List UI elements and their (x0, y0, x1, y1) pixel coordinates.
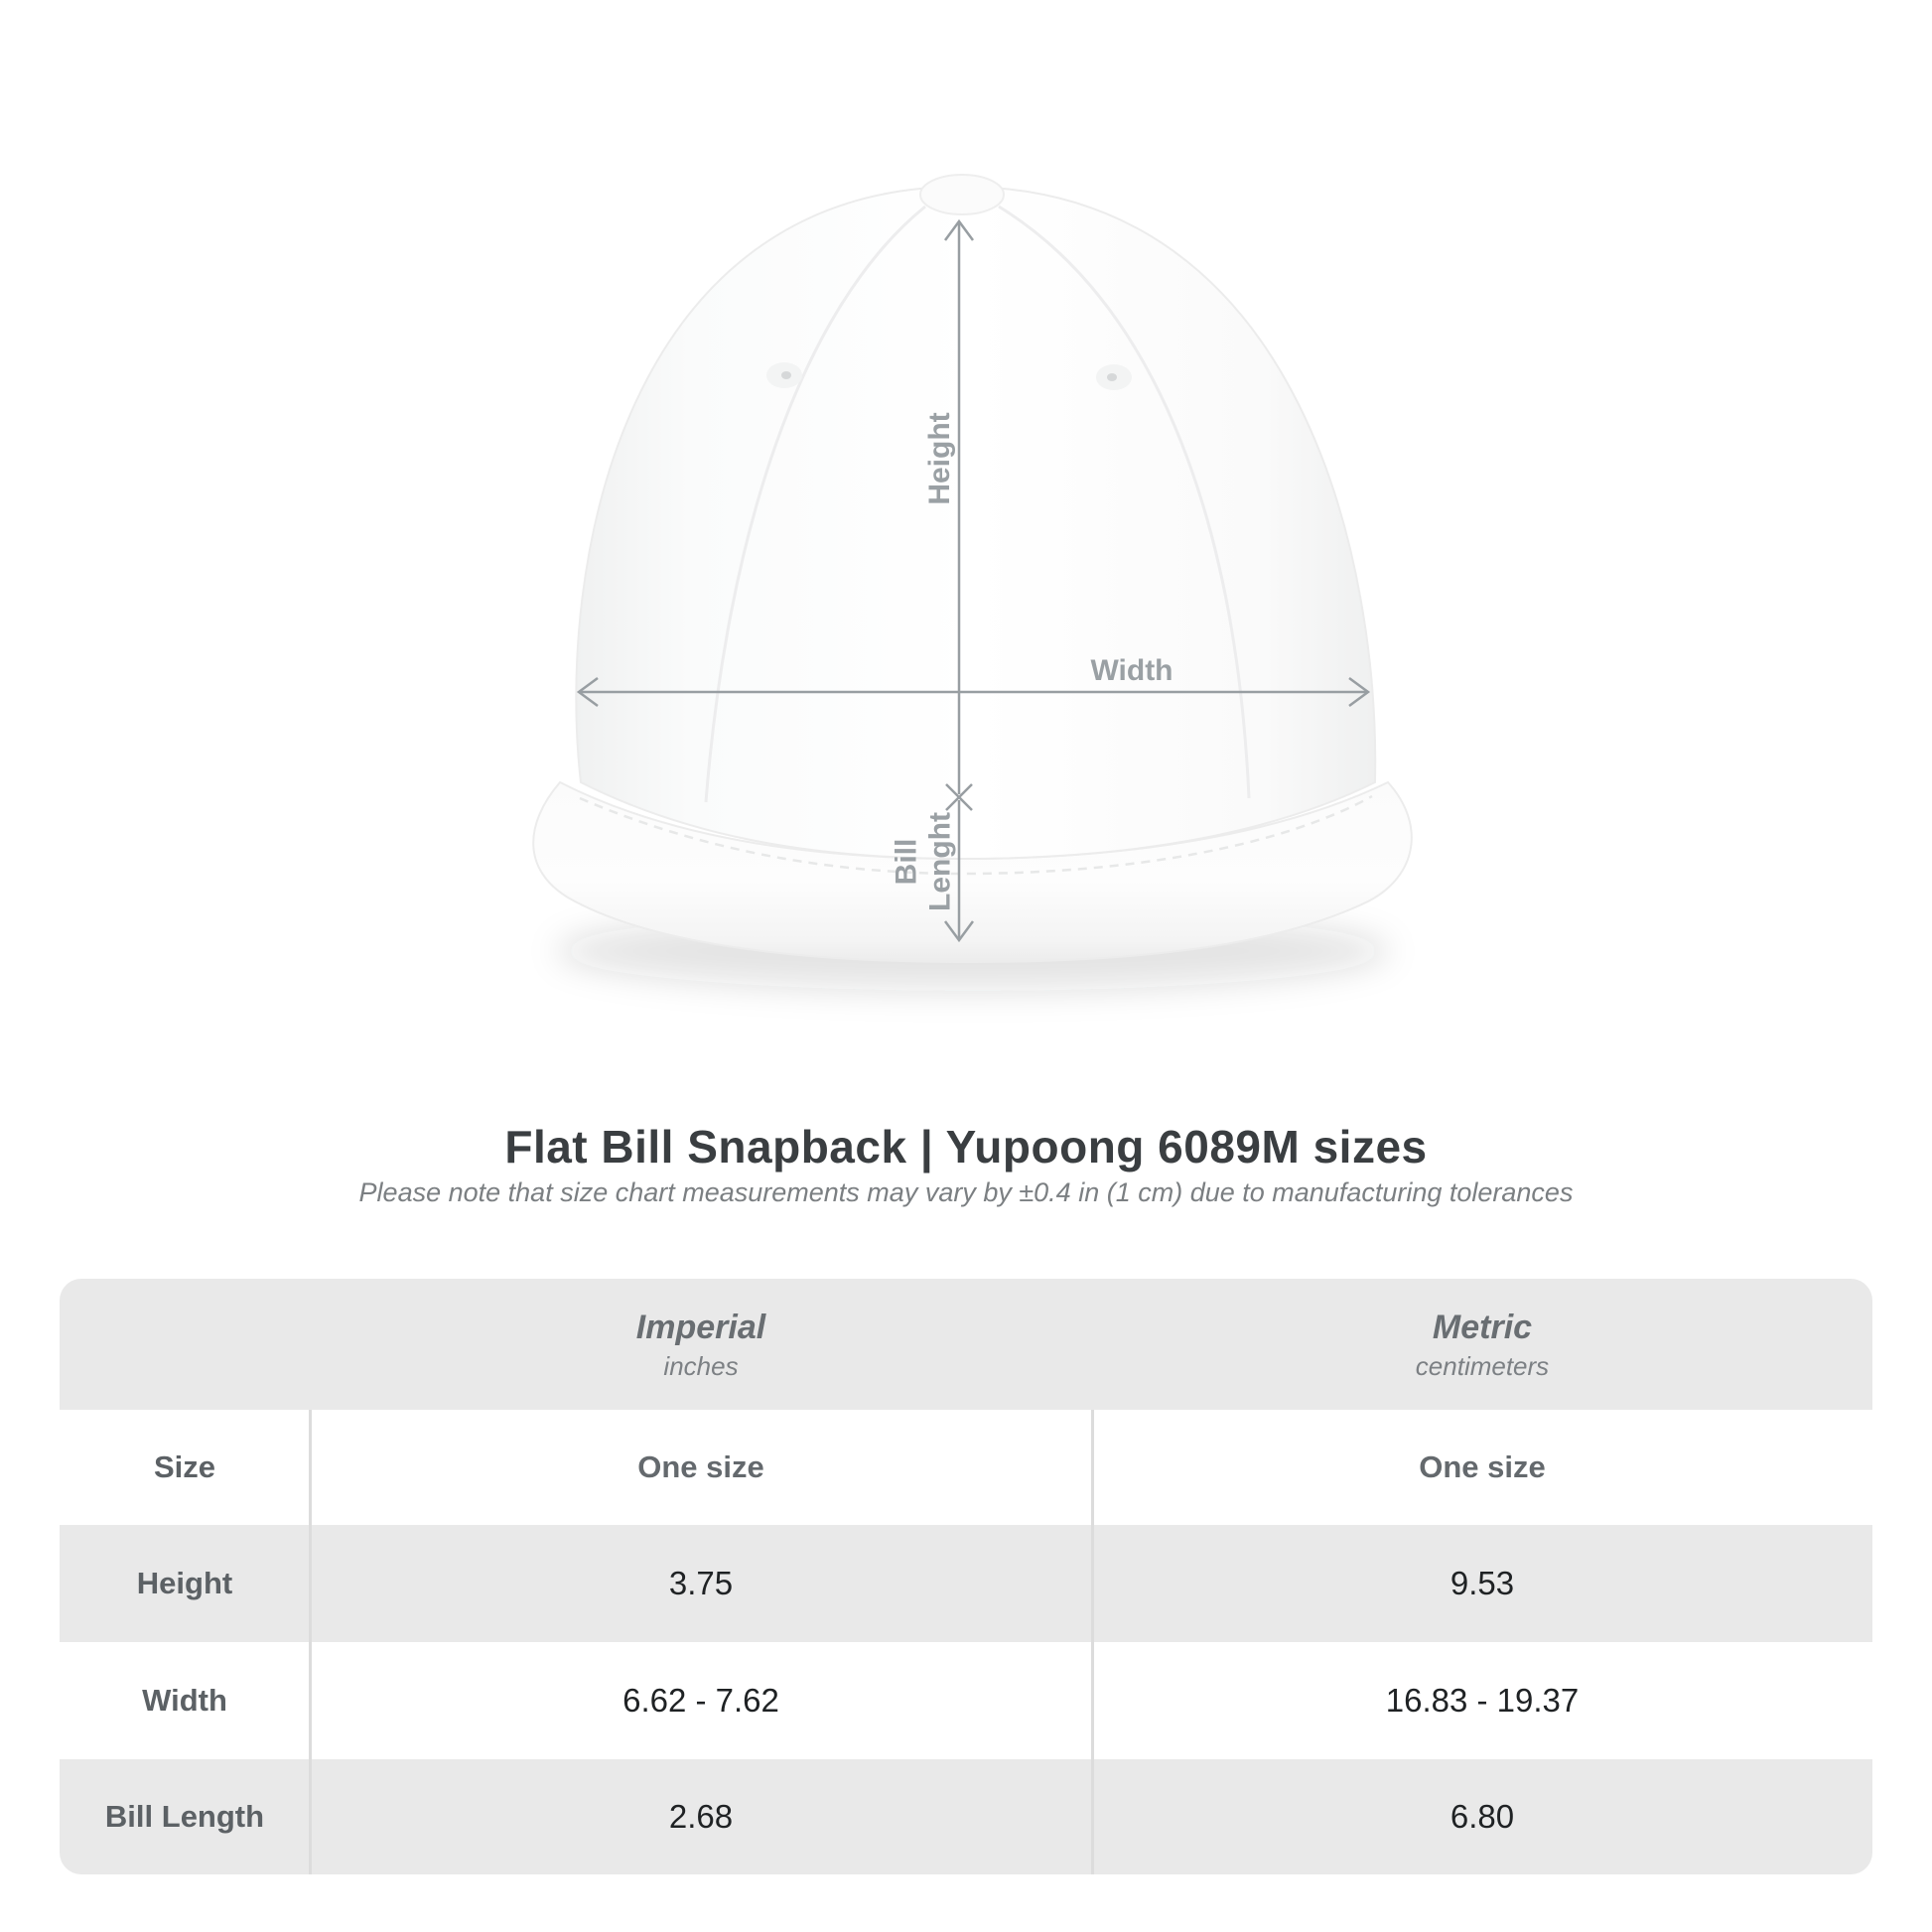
tolerance-note: Please note that size chart measurements may vary by ±0.4 in (1 cm) due to manufacturing tolerances (358, 1177, 1574, 1207)
header-imperial (310, 1279, 1092, 1410)
snapback-hat-image (496, 139, 1440, 1033)
column-divider (309, 1410, 312, 1874)
header-empty-cell (60, 1279, 310, 1410)
bill-metric-value: 6.80 (1449, 1798, 1515, 1835)
row-label: Width (142, 1683, 227, 1718)
bill-label-line1: Bill (890, 838, 923, 886)
metric-label: Metric (1432, 1309, 1533, 1346)
size-table (60, 1279, 1872, 1874)
height-metric-value: 9.53 (1449, 1565, 1515, 1601)
header-metric (1092, 1279, 1872, 1410)
table-row-bill-length (60, 1759, 1872, 1874)
row-label: Bill Length (104, 1799, 265, 1834)
left-eyelet (766, 362, 802, 388)
hat-crown (576, 187, 1375, 859)
width-metric-value: 16.83 - 19.37 (1385, 1682, 1580, 1719)
row-label: Size (153, 1449, 216, 1484)
size-imperial-value: One size (637, 1449, 764, 1484)
metric-unit-label: centimeters (1415, 1351, 1550, 1381)
height-dimension-label: Height (923, 412, 957, 505)
table-header-row (60, 1279, 1872, 1410)
table-row-width (60, 1642, 1872, 1759)
width-imperial-value: 6.62 - 7.62 (622, 1682, 779, 1719)
column-divider (1091, 1410, 1094, 1874)
table-row-size (60, 1410, 1872, 1525)
right-eyelet (1096, 364, 1132, 390)
row-label: Height (136, 1566, 233, 1600)
bill-length-dimension-label (890, 812, 956, 911)
table-row-height (60, 1525, 1872, 1642)
hat-top-button (920, 175, 1004, 214)
hat-diagram (496, 139, 1440, 1033)
size-metric-value: One size (1419, 1449, 1546, 1484)
imperial-label: Imperial (635, 1309, 766, 1346)
bill-label-line2: Lenght (923, 812, 956, 911)
height-imperial-value: 3.75 (668, 1565, 734, 1601)
page-title: Flat Bill Snapback | Yupoong 6089M sizes (504, 1121, 1428, 1173)
bill-imperial-value: 2.68 (668, 1798, 734, 1835)
imperial-unit-label: inches (663, 1351, 739, 1381)
width-dimension-label: Width (1090, 654, 1173, 688)
